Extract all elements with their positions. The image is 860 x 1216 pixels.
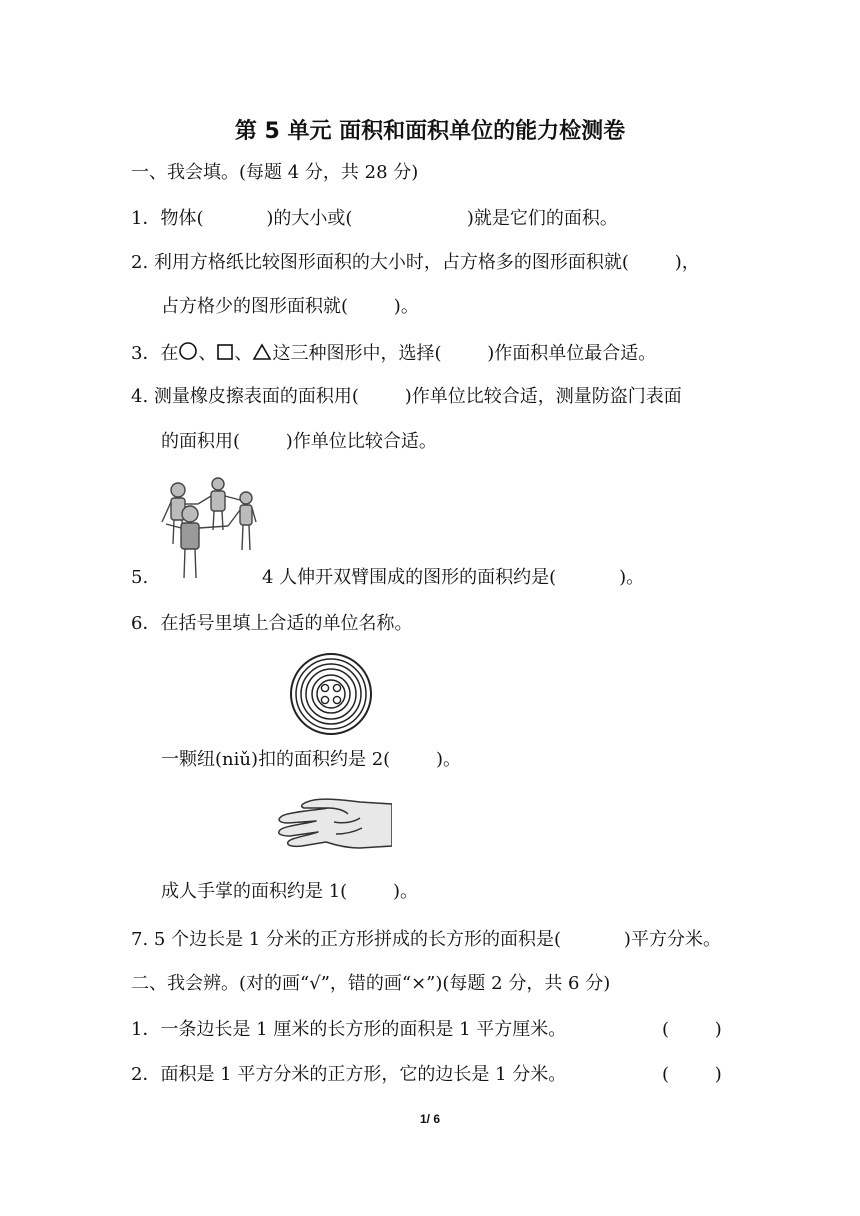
section2-heading: 二、我会辨。(对的画“√”，错的画“×”)(每题 2 分，共 6 分): [131, 973, 611, 994]
question-1-6-button: 一颗纽(niǔ)扣的面积约是 2( )。: [161, 749, 461, 770]
question-1-7: 7. 5 个边长是 1 分米的正方形拼成的长方形的面积是( )平方分米。: [131, 929, 721, 950]
q3-prefix: 3．在: [131, 343, 179, 364]
circle-shape-icon: [178, 341, 198, 361]
palm-hand-icon: [274, 796, 392, 854]
question-1-6-palm: 成人手掌的面积约是 1( )。: [161, 881, 418, 902]
square-shape-icon: [216, 343, 234, 361]
button-icon: [289, 652, 373, 736]
question-1-4a: 4. 测量橡皮擦表面的面积用( )作单位比较合适，测量防盗门表面: [131, 386, 682, 407]
question-1-5-number: 5.: [131, 567, 149, 588]
section1-heading: 一、我会填。(每题 4 分，共 28 分): [131, 162, 419, 183]
answer-blank-2-1: ( ): [662, 1019, 722, 1040]
question-2-2: 2．面积是 1 平方分米的正方形，它的边长是 1 分米。: [131, 1064, 567, 1085]
page-title: 第 5 单元 面积和面积单位的能力检测卷: [234, 119, 626, 144]
question-2-1: 1．一条边长是 1 厘米的长方形的面积是 1 平方厘米。: [131, 1019, 567, 1040]
triangle-shape-icon: [252, 343, 272, 361]
q3-sep-1: 、: [198, 343, 217, 364]
q3-sep-2: 、: [234, 343, 253, 364]
q3-suffix: 这三种图形中，选择( )作面积单位最合适。: [272, 343, 657, 364]
question-1-4b: 的面积用( )作单位比较合适。: [161, 431, 437, 452]
page-number: 1/ 6: [419, 1112, 440, 1126]
answer-blank-2-2: ( ): [662, 1064, 722, 1085]
question-1-2a: 2. 利用方格纸比较图形面积的大小时，占方格多的图形面积就( )，: [131, 252, 700, 273]
question-1-2b: 占方格少的图形面积就( )。: [161, 296, 419, 317]
question-1-3: [131, 341, 656, 366]
four-people-circle-illustration: [156, 474, 262, 584]
question-1-5: 4 人伸开双臂围成的图形的面积约是( )。: [262, 567, 645, 588]
question-1-6: 6．在括号里填上合适的单位名称。: [131, 613, 413, 634]
question-1-1: 1．物体( )的大小或( )就是它们的面积。: [131, 208, 618, 229]
